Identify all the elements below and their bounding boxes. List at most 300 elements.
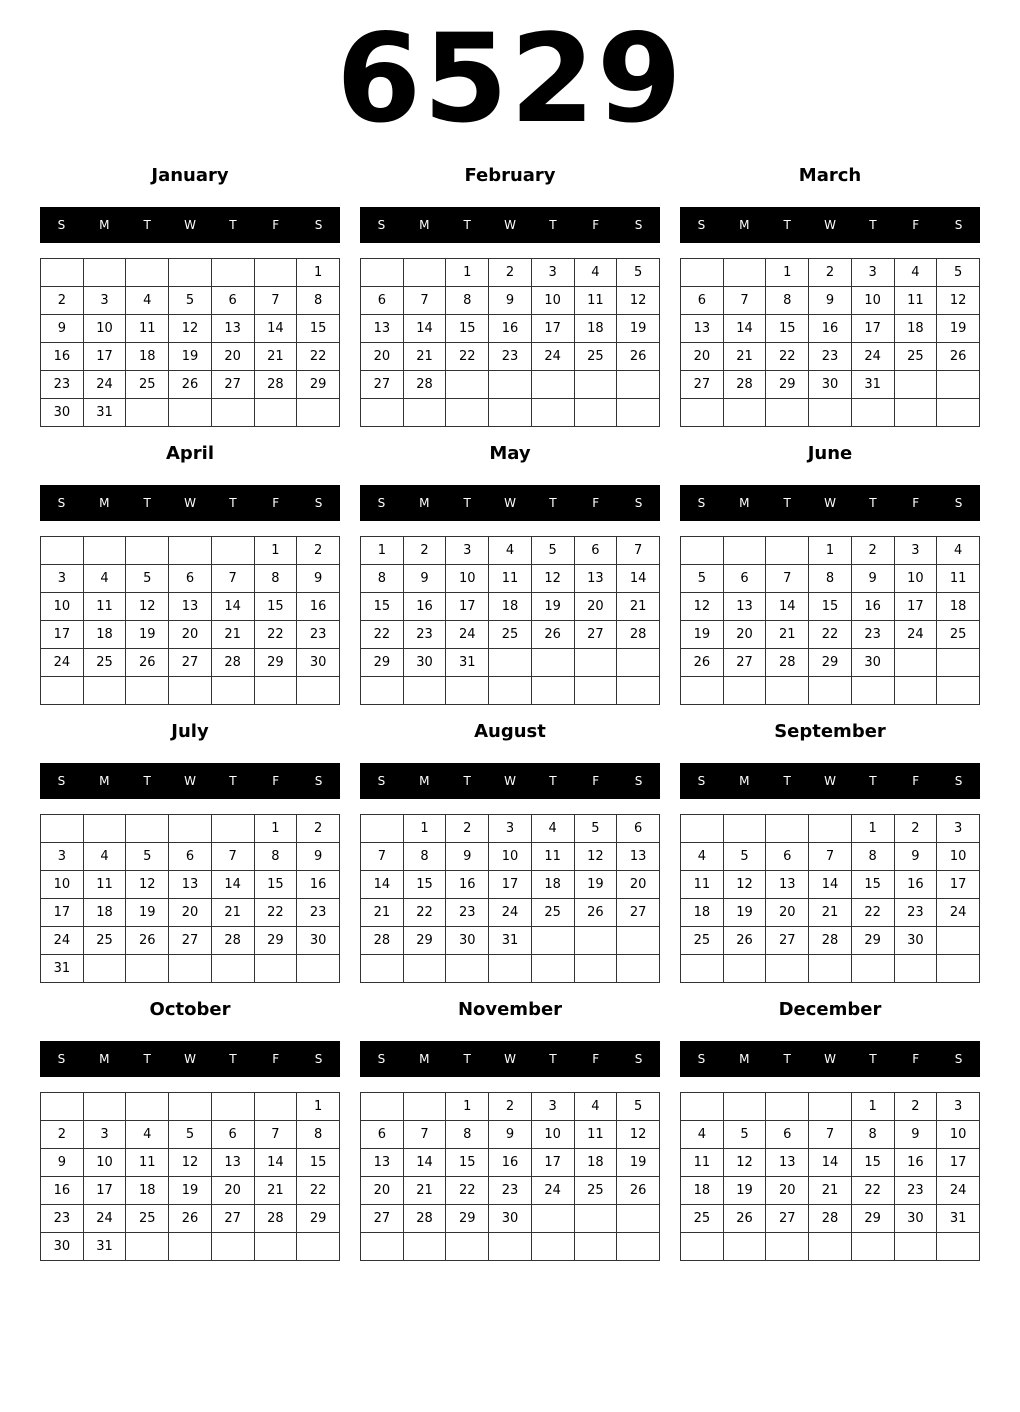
week-row: [361, 287, 660, 315]
day-cell: 2: [894, 1093, 937, 1121]
day-cell: [254, 399, 297, 427]
day-cell: [403, 955, 446, 983]
day-cell: [361, 677, 404, 705]
weekday-label: S: [634, 496, 643, 510]
weekday-label: M: [739, 218, 750, 232]
weekday-label: W: [824, 1052, 836, 1066]
day-cell: 3: [83, 287, 126, 315]
week-row: [681, 677, 980, 705]
day-cell: [617, 955, 660, 983]
weekday-header: [40, 1041, 340, 1077]
day-cell: [41, 537, 84, 565]
day-cell: [169, 537, 212, 565]
month-december: [680, 994, 980, 1264]
week-row: [681, 287, 980, 315]
day-cell: [894, 1233, 937, 1261]
day-cell: 24: [489, 899, 532, 927]
day-cell: [169, 1093, 212, 1121]
weekday-header: [360, 485, 660, 521]
week-row: [361, 371, 660, 399]
day-cell: 8: [254, 843, 297, 871]
weekday-label: T: [463, 496, 471, 510]
day-cell: [126, 259, 169, 287]
day-cell: [254, 259, 297, 287]
day-cell: 4: [83, 843, 126, 871]
day-cell: [211, 955, 254, 983]
day-cell: 18: [574, 1149, 617, 1177]
weekday-label: F: [592, 218, 600, 232]
day-cell: 21: [254, 1177, 297, 1205]
day-cell: 9: [41, 315, 84, 343]
day-cell: 13: [766, 871, 809, 899]
day-cell: 29: [851, 1205, 894, 1233]
day-cell: 29: [254, 649, 297, 677]
day-cell: 28: [723, 371, 766, 399]
day-cell: 22: [297, 343, 340, 371]
day-cell: 17: [531, 1149, 574, 1177]
day-cell: [211, 1093, 254, 1121]
day-cell: 28: [254, 1205, 297, 1233]
day-cell: 19: [617, 1149, 660, 1177]
day-cell: 20: [681, 343, 724, 371]
week-row: [361, 1149, 660, 1177]
day-cell: 20: [169, 621, 212, 649]
day-cell: 12: [574, 843, 617, 871]
day-cell: 8: [851, 1121, 894, 1149]
day-cell: [809, 399, 852, 427]
weekday-label: M: [739, 774, 750, 788]
day-cell: 6: [361, 287, 404, 315]
day-cell: 3: [851, 259, 894, 287]
day-cell: 19: [574, 871, 617, 899]
week-row: [41, 565, 340, 593]
day-cell: 13: [681, 315, 724, 343]
day-grid: [40, 258, 340, 427]
day-cell: 23: [297, 621, 340, 649]
weekday-label: M: [739, 1052, 750, 1066]
day-cell: 2: [894, 815, 937, 843]
month-name: April: [165, 443, 215, 464]
day-cell: 9: [297, 565, 340, 593]
weekday-label: T: [549, 496, 557, 510]
day-cell: 2: [446, 815, 489, 843]
month-name: June: [807, 443, 853, 464]
weekday-label: S: [634, 774, 643, 788]
day-cell: 7: [211, 843, 254, 871]
day-cell: 6: [169, 565, 212, 593]
day-cell: [617, 677, 660, 705]
day-cell: 13: [211, 315, 254, 343]
day-cell: 16: [297, 593, 340, 621]
day-cell: 10: [531, 1121, 574, 1149]
day-cell: 1: [766, 259, 809, 287]
month-september: [680, 716, 980, 986]
day-cell: 8: [809, 565, 852, 593]
weekday-label: S: [377, 774, 386, 788]
day-cell: 28: [254, 371, 297, 399]
weekday-label: T: [869, 774, 877, 788]
day-cell: [169, 815, 212, 843]
day-cell: 18: [489, 593, 532, 621]
day-cell: 22: [254, 899, 297, 927]
day-cell: 18: [83, 899, 126, 927]
day-cell: [723, 955, 766, 983]
month-october: [40, 994, 340, 1264]
day-cell: 4: [937, 537, 980, 565]
day-cell: 27: [169, 649, 212, 677]
day-cell: 7: [403, 1121, 446, 1149]
day-cell: 5: [169, 287, 212, 315]
day-cell: 13: [169, 871, 212, 899]
weekday-label: T: [143, 496, 151, 510]
day-cell: 12: [723, 1149, 766, 1177]
weekday-label: M: [419, 774, 430, 788]
week-row: [681, 593, 980, 621]
weekday-label: M: [419, 496, 430, 510]
day-cell: 15: [297, 1149, 340, 1177]
day-cell: [937, 677, 980, 705]
day-cell: 18: [681, 899, 724, 927]
day-cell: [83, 537, 126, 565]
week-row: [361, 259, 660, 287]
day-cell: 20: [211, 343, 254, 371]
day-cell: 31: [83, 399, 126, 427]
week-row: [681, 1205, 980, 1233]
day-cell: 25: [894, 343, 937, 371]
day-cell: 26: [126, 927, 169, 955]
day-cell: 27: [211, 1205, 254, 1233]
weekday-label: F: [272, 774, 280, 788]
week-row: [681, 343, 980, 371]
day-cell: 9: [41, 1149, 84, 1177]
day-cell: 22: [766, 343, 809, 371]
week-row: [361, 871, 660, 899]
weekday-label: S: [57, 496, 66, 510]
day-cell: 12: [126, 593, 169, 621]
weekday-label: F: [272, 1052, 280, 1066]
week-row: [41, 1121, 340, 1149]
day-cell: 6: [574, 537, 617, 565]
day-cell: 1: [297, 1093, 340, 1121]
day-cell: [766, 1093, 809, 1121]
day-cell: 23: [894, 899, 937, 927]
day-cell: 3: [83, 1121, 126, 1149]
weekday-label: S: [697, 218, 706, 232]
day-cell: 25: [83, 649, 126, 677]
weekday-label: F: [272, 218, 280, 232]
day-cell: [809, 815, 852, 843]
day-cell: 7: [809, 843, 852, 871]
month-name: July: [171, 721, 209, 742]
day-cell: [169, 677, 212, 705]
day-cell: 29: [403, 927, 446, 955]
weekday-label: M: [739, 496, 750, 510]
day-cell: 11: [83, 871, 126, 899]
day-cell: 30: [297, 649, 340, 677]
day-cell: 3: [531, 259, 574, 287]
week-row: [361, 565, 660, 593]
day-cell: 3: [937, 1093, 980, 1121]
day-cell: 1: [851, 815, 894, 843]
day-grid: [40, 1092, 340, 1261]
day-cell: 30: [894, 1205, 937, 1233]
day-cell: 16: [894, 871, 937, 899]
week-row: [361, 815, 660, 843]
day-cell: 10: [489, 843, 532, 871]
day-cell: 5: [617, 259, 660, 287]
day-cell: 2: [809, 259, 852, 287]
day-cell: [169, 399, 212, 427]
day-cell: 31: [83, 1233, 126, 1261]
day-cell: [489, 1233, 532, 1261]
day-cell: 19: [723, 1177, 766, 1205]
day-grid: [680, 814, 980, 983]
weekday-label: T: [143, 774, 151, 788]
weekday-label: S: [954, 218, 963, 232]
day-cell: 17: [83, 343, 126, 371]
day-cell: 15: [766, 315, 809, 343]
weekday-label: F: [592, 1052, 600, 1066]
day-cell: [446, 1233, 489, 1261]
day-cell: [574, 371, 617, 399]
day-cell: 20: [766, 899, 809, 927]
week-row: [681, 259, 980, 287]
day-cell: 29: [297, 371, 340, 399]
day-cell: 13: [723, 593, 766, 621]
day-cell: 22: [851, 899, 894, 927]
weekday-header: [360, 207, 660, 243]
weekday-label: S: [697, 774, 706, 788]
day-cell: 13: [617, 843, 660, 871]
day-cell: 6: [169, 843, 212, 871]
day-cell: 17: [446, 593, 489, 621]
weekday-label: S: [314, 218, 323, 232]
day-cell: 11: [489, 565, 532, 593]
day-cell: [617, 399, 660, 427]
day-cell: 8: [446, 1121, 489, 1149]
day-cell: 13: [211, 1149, 254, 1177]
day-cell: [297, 1233, 340, 1261]
day-cell: 14: [361, 871, 404, 899]
day-cell: 5: [937, 259, 980, 287]
day-cell: 21: [254, 343, 297, 371]
day-cell: 5: [126, 843, 169, 871]
weekday-header: [360, 763, 660, 799]
day-cell: [617, 649, 660, 677]
month-name: October: [149, 999, 231, 1020]
day-cell: 7: [361, 843, 404, 871]
day-cell: 22: [297, 1177, 340, 1205]
day-cell: [361, 955, 404, 983]
day-cell: 29: [809, 649, 852, 677]
day-cell: 14: [809, 871, 852, 899]
day-cell: 30: [446, 927, 489, 955]
day-cell: 6: [211, 1121, 254, 1149]
day-cell: 12: [169, 1149, 212, 1177]
month-august: [360, 716, 660, 986]
day-cell: [531, 927, 574, 955]
day-cell: [41, 259, 84, 287]
day-cell: [681, 677, 724, 705]
day-cell: 10: [83, 315, 126, 343]
day-cell: 28: [766, 649, 809, 677]
weekday-label: T: [549, 1052, 557, 1066]
day-cell: 12: [169, 315, 212, 343]
weekday-label: W: [184, 1052, 196, 1066]
week-row: [361, 537, 660, 565]
day-cell: 25: [83, 927, 126, 955]
day-cell: 8: [446, 287, 489, 315]
day-cell: 4: [126, 287, 169, 315]
weekday-header: [680, 1041, 980, 1077]
day-cell: 7: [403, 287, 446, 315]
day-cell: 18: [83, 621, 126, 649]
day-cell: 10: [851, 287, 894, 315]
day-cell: 16: [446, 871, 489, 899]
day-cell: 18: [574, 315, 617, 343]
day-cell: [617, 927, 660, 955]
day-cell: [211, 815, 254, 843]
day-cell: 11: [937, 565, 980, 593]
weekday-label: F: [912, 218, 920, 232]
day-cell: 25: [126, 371, 169, 399]
day-cell: 15: [851, 1149, 894, 1177]
month-name: February: [464, 165, 556, 186]
day-cell: 24: [41, 649, 84, 677]
week-row: [41, 1177, 340, 1205]
day-cell: [531, 399, 574, 427]
day-cell: 7: [254, 1121, 297, 1149]
week-row: [681, 1149, 980, 1177]
day-cell: 5: [723, 1121, 766, 1149]
weekday-label: T: [229, 496, 237, 510]
day-cell: 23: [41, 1205, 84, 1233]
day-cell: 8: [766, 287, 809, 315]
day-cell: 28: [403, 1205, 446, 1233]
day-cell: 9: [403, 565, 446, 593]
day-cell: [361, 259, 404, 287]
day-cell: 6: [617, 815, 660, 843]
day-cell: [681, 537, 724, 565]
day-cell: 9: [809, 287, 852, 315]
week-row: [361, 621, 660, 649]
day-cell: 20: [211, 1177, 254, 1205]
day-cell: 9: [489, 287, 532, 315]
day-cell: 24: [894, 621, 937, 649]
day-cell: 14: [766, 593, 809, 621]
day-cell: 23: [489, 1177, 532, 1205]
day-cell: 6: [681, 287, 724, 315]
weekday-label: S: [954, 774, 963, 788]
weekday-label: W: [504, 1052, 516, 1066]
weekday-label: S: [314, 774, 323, 788]
weekday-label: M: [99, 1052, 110, 1066]
day-cell: 24: [83, 1205, 126, 1233]
day-cell: 3: [489, 815, 532, 843]
week-row: [41, 955, 340, 983]
day-cell: 14: [254, 315, 297, 343]
day-cell: 9: [894, 1121, 937, 1149]
day-cell: [361, 815, 404, 843]
day-cell: [83, 815, 126, 843]
day-cell: 16: [489, 1149, 532, 1177]
week-row: [41, 1233, 340, 1261]
day-cell: [83, 955, 126, 983]
day-cell: 19: [126, 621, 169, 649]
day-cell: 19: [937, 315, 980, 343]
day-cell: [254, 1233, 297, 1261]
weekday-label: T: [229, 1052, 237, 1066]
week-row: [361, 343, 660, 371]
day-cell: 11: [681, 1149, 724, 1177]
day-cell: 21: [403, 1177, 446, 1205]
day-cell: 27: [617, 899, 660, 927]
month-name: May: [489, 443, 531, 464]
day-cell: 28: [211, 649, 254, 677]
day-cell: 17: [851, 315, 894, 343]
day-cell: 27: [766, 927, 809, 955]
day-cell: 20: [169, 899, 212, 927]
day-cell: [937, 927, 980, 955]
day-cell: 7: [617, 537, 660, 565]
day-cell: [41, 1093, 84, 1121]
day-cell: 31: [489, 927, 532, 955]
day-cell: 21: [766, 621, 809, 649]
day-cell: [617, 371, 660, 399]
day-cell: 24: [83, 371, 126, 399]
week-row: [41, 287, 340, 315]
day-cell: [297, 955, 340, 983]
day-cell: [403, 399, 446, 427]
weekday-label: S: [697, 1052, 706, 1066]
weekday-label: S: [377, 1052, 386, 1066]
weekday-label: W: [824, 774, 836, 788]
day-cell: 11: [574, 287, 617, 315]
day-cell: 31: [937, 1205, 980, 1233]
weekday-label: T: [869, 218, 877, 232]
week-row: [681, 315, 980, 343]
day-cell: 14: [403, 1149, 446, 1177]
day-cell: 6: [766, 843, 809, 871]
weekday-label: T: [143, 218, 151, 232]
day-cell: 14: [723, 315, 766, 343]
day-cell: [681, 815, 724, 843]
weekday-label: T: [549, 774, 557, 788]
day-cell: [211, 537, 254, 565]
day-cell: 23: [851, 621, 894, 649]
weekday-label: S: [697, 496, 706, 510]
day-cell: [531, 677, 574, 705]
month-name: March: [798, 165, 862, 186]
day-cell: 8: [403, 843, 446, 871]
day-cell: 5: [126, 565, 169, 593]
day-cell: 8: [254, 565, 297, 593]
day-cell: 15: [254, 871, 297, 899]
day-cell: [681, 955, 724, 983]
week-row: [681, 649, 980, 677]
day-grid: [680, 536, 980, 705]
day-cell: [766, 399, 809, 427]
day-cell: 26: [617, 1177, 660, 1205]
day-grid: [360, 258, 660, 427]
day-cell: 22: [254, 621, 297, 649]
day-cell: 14: [211, 871, 254, 899]
weekday-label: W: [504, 496, 516, 510]
day-cell: 28: [617, 621, 660, 649]
month-name: January: [151, 165, 229, 186]
day-cell: 1: [297, 259, 340, 287]
day-cell: 24: [851, 343, 894, 371]
